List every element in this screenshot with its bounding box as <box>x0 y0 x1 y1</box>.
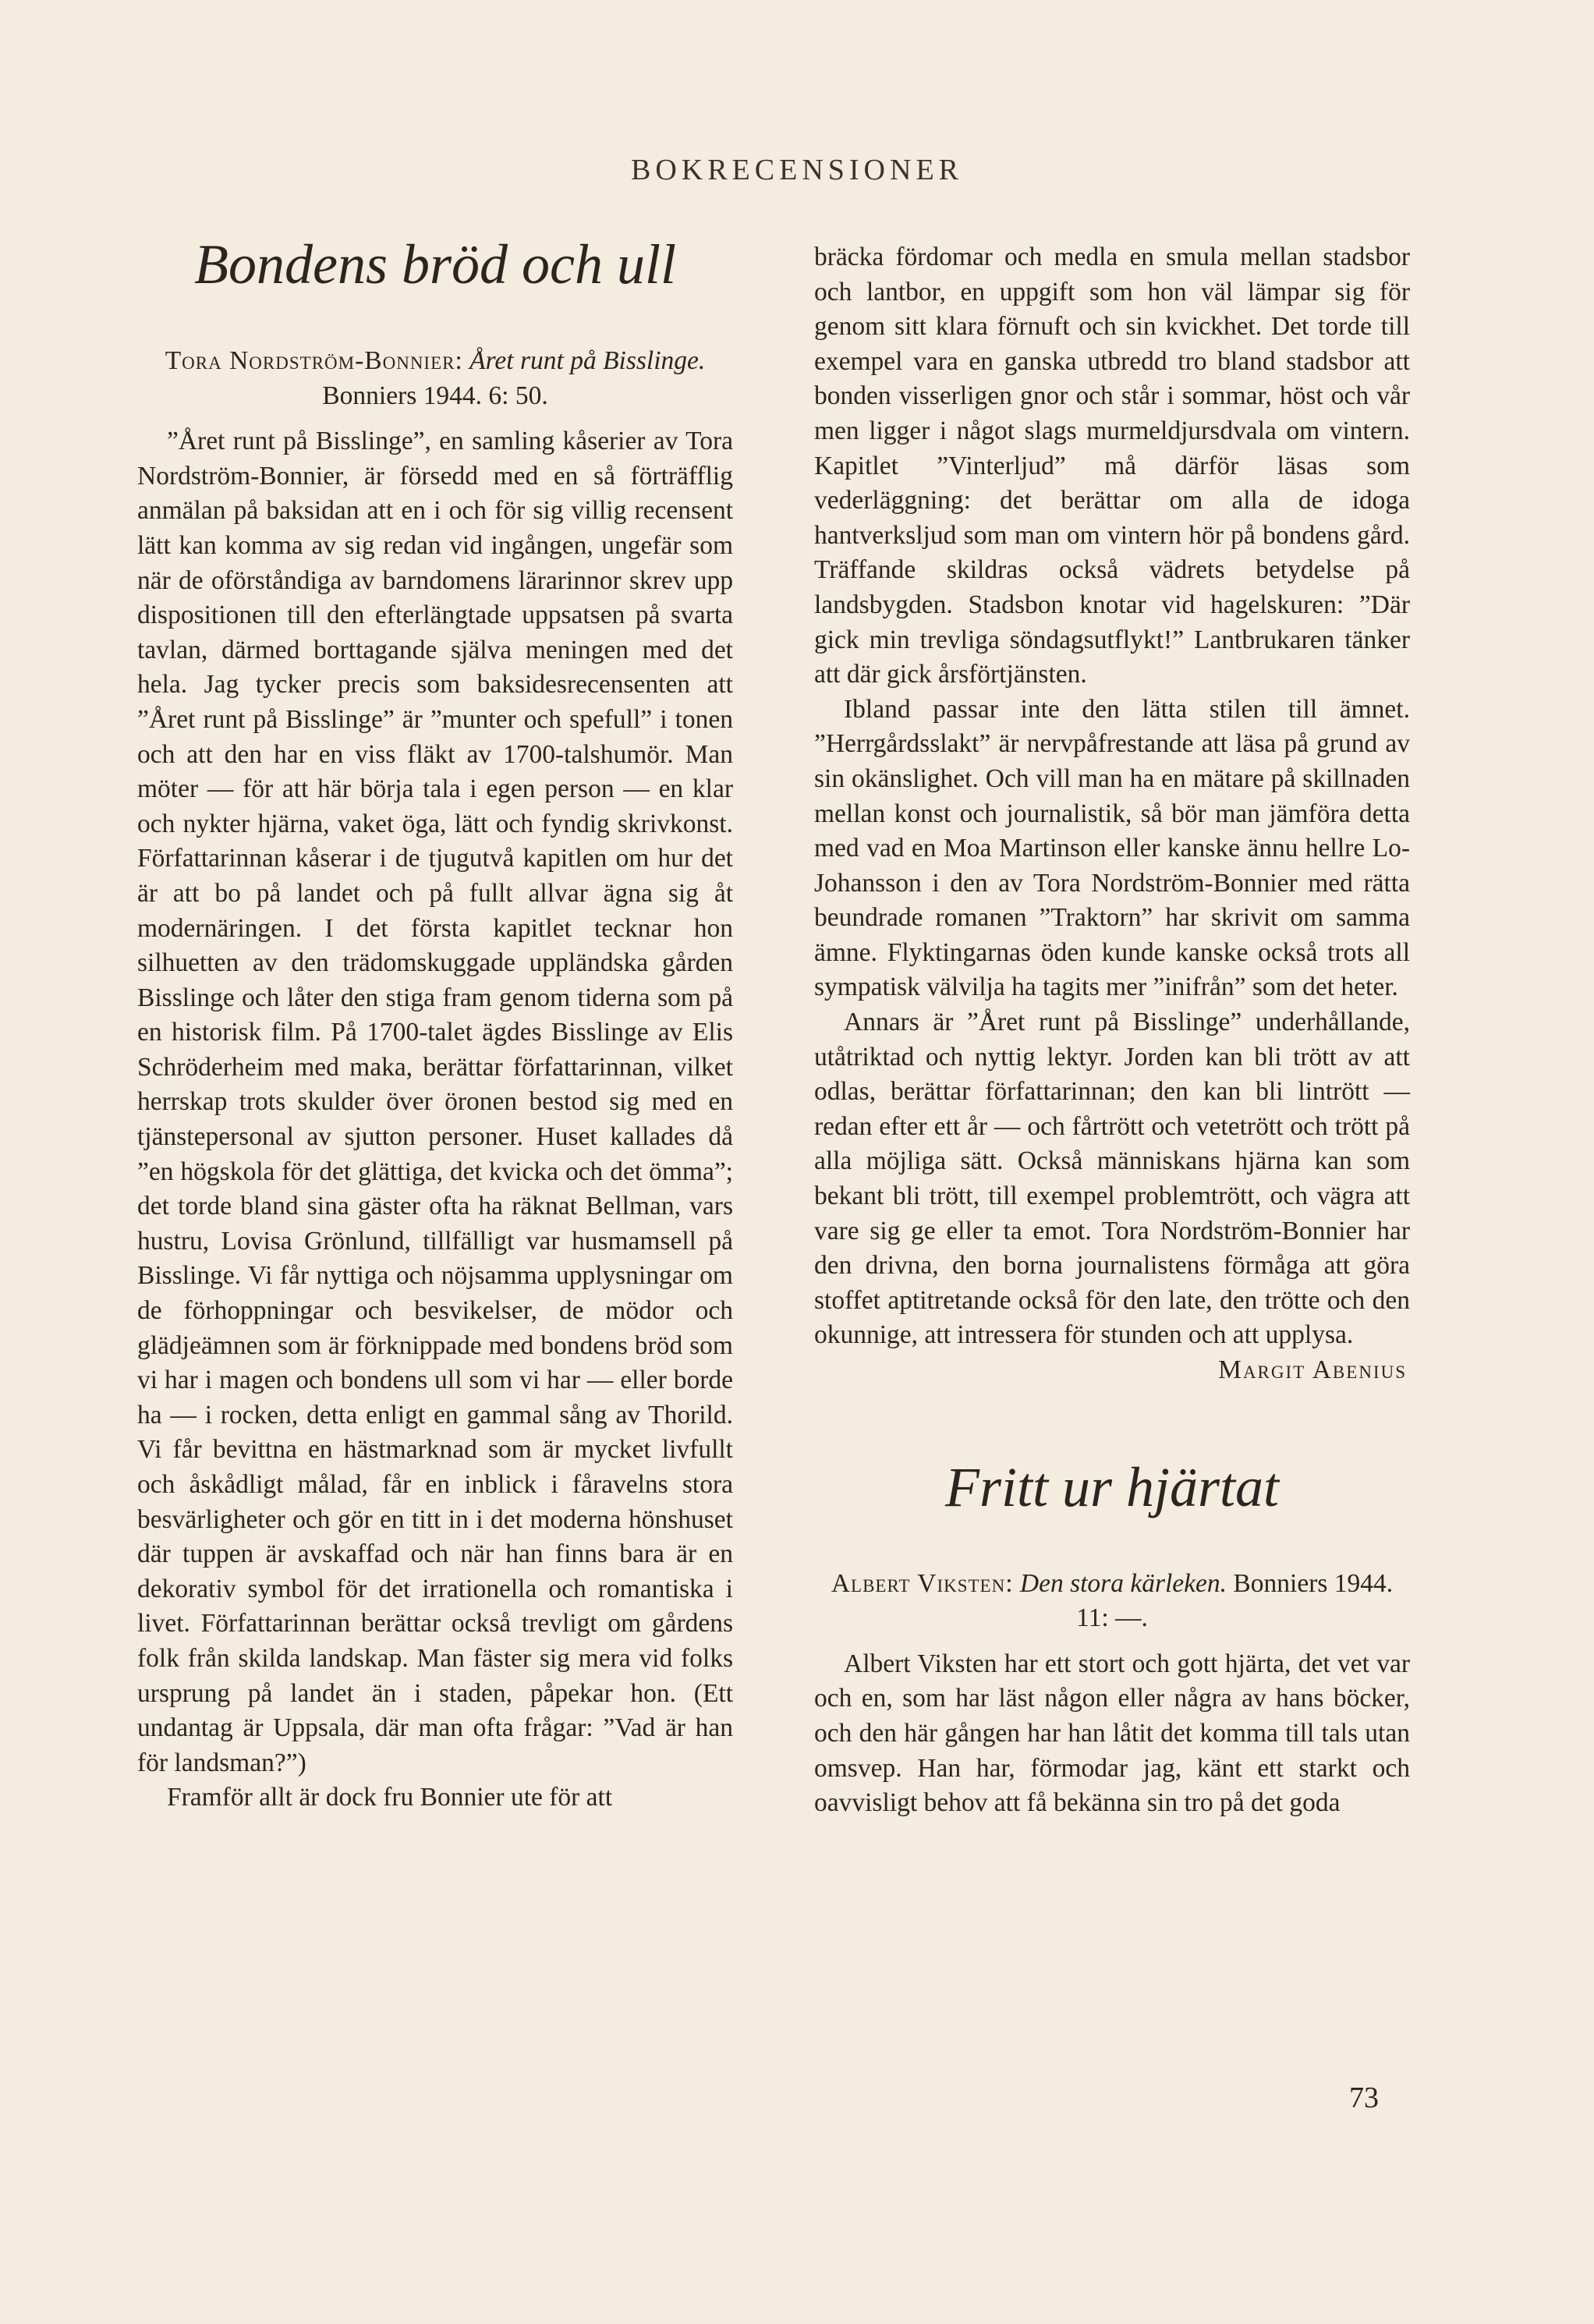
book-title: Den stora kärleken. <box>1019 1568 1227 1598</box>
review-body <box>814 1647 1410 1821</box>
review-byline <box>814 1567 1410 1636</box>
review-title: Fritt ur hjärtat <box>944 1455 1280 1518</box>
book-author: Tora Nordström-Bonnier: <box>165 346 463 376</box>
paragraph-continued: bräcka fördomar och medla en smula mellan stadsbor och lantbor, en uppgift som hon väl lämpar sig för genom sitt klara förnuft och sin kvickhet. Det torde till exempel vara en ganska utbredd tro bland stadsbor att bonden visserligen gnor och står i sommar, höst och vår men ligger i något slags murmeldjursdvala om vintern. Kapitlet ”Vinterljud” må därför läsas som vederläggning: det berättar om alla de idoga hantverksljud som man om vintern hör på bondens gård. Träffande skildras också vädrets betydelse på landsbygden. Stadsbon knotar vid hagelskuren: ”Där gick min trevliga söndagsutflykt!” Lantbrukaren tänker att där gick årsförtjänsten. <box>814 243 1410 689</box>
paragraph: Albert Viksten har ett stort och gott hjärta, det vet var och en, som har läst någon eller några av hans böcker, och den här gången har han låtit det komma till tals utan omsvep. Han har, förmodar jag, känt ett starkt och oavvisligt behov att få bekänna sin tro på det goda <box>814 1649 1410 1818</box>
review-body-continued <box>814 240 1410 1353</box>
running-header: BOKRECENSIONER <box>630 154 964 186</box>
book-publisher: Bonniers 1944. 6: 50. <box>322 381 548 410</box>
paragraph: Ibland passar inte den lätta stilen till ämnet. ”Herrgårdsslakt” är nervpåfrestande att läsa på grund av sin okänslighet. Och vill man ha en mätare på skillnaden mellan konst och journalistik, så bör man jämföra detta med vad en Moa Martinson eller kanske ännu hellre Lo-Johansson i den av Tora Nordström-Bonnier med rätta beundrade romanen ”Traktorn” har skrivit om samma ämne. Flyktingarnas öden kunde kanske också trots all sympatisk välvilja ha tagits mer ”inifrån” som det heter. <box>814 694 1410 1002</box>
left-column <box>137 234 733 1816</box>
book-publisher: Bonniers 1944. 11: —. <box>1076 1568 1394 1633</box>
paragraph: ”Året runt på Bisslinge”, en samling kåserier av Tora Nordström-Bonnier, är försedd med en så förträfflig anmälan på baksidan att en i och för sig villig recensent lätt kan komma av sig redan vid ingången, ungefär som när de oförståndiga av barndomens lärarinnor skrev upp dispositionen till den efterlängtade uppsatsen på svarta tavlan, därmed borttagande själva meningen med det hela. Jag tycker precis som baksidesrecensenten att ”Året runt på Bisslinge” är ”munter och spefull” i tonen och att den har en viss fläkt av 1700-talshumör. Man möter — för att här börja tala i egen person — en klar och nykter hjärna, vaket öga, lätt och fyndig skrivkonst. Författarinnan kåserar i de tjugutvå kapitlen om hur det är att bo på landet och på fullt allvar ägna sig åt modernäringen. I det första kapitlet tecknar hon silhuetten av den trädomskuggade uppländska gården Bisslinge och låter den stiga fram genom tiderna som på en historisk film. På 1700-talet ägdes Bisslinge av Elis Schröderheim med maka, berättar författarinnan, vilket herrskap trots skulder över öronen bestod sig med en tjänstepersonal av sjutton personer. Huset kallades då ”en högskola för det glättiga, det kvicka och det ömma”; det torde bland sina gäster ofta ha räknat Bellman, vars hustru, Lovisa Grönlund, tillfälligt var husmamsell på Bisslinge. Vi får nyttiga och nöjsamma upplysningar om de förhoppningar och besvikelser, de mödor och glädjeämnen som är förknippade med bondens bröd som vi har i magen och bondens ull som vi har — eller borde ha — i rocken, detta enligt en gammal sång av Thorild. Vi får bevittna en hästmarknad som är mycket livfullt och åskådligt målad, får en inblick i fåravelns stora besvärligheter och gör en titt in i det moderna hönshuset där tuppen är avskaffad och när han finns bara är en dekorativ symbol för det irrationella och romantiska i livet. Författarinnan berättar också trevligt om gårdens folk från skilda landskap. Man fäster sig mera vid folks ursprung på landet än i staden, påpekar hon. (Ett undantag är Uppsala, där man ofta frågar: ”Vad är han för landsman?”) <box>137 427 733 1777</box>
right-column <box>814 240 1410 1821</box>
book-title: Året runt på Bisslinge. <box>469 346 706 376</box>
review-2 <box>814 1457 1410 1821</box>
page-number: 73 <box>1349 2081 1379 2114</box>
paragraph: Annars är ”Året runt på Bisslinge” underhållande, utåtriktad och nyttig lektyr. Jorden kan bli trött av att odlas, berättar författarinnan; den kan bli lintrött — redan efter ett år — och fårtrött och vetetrött och trött på alla möjliga sätt. Också människans hjärna kan som bekant bli trött, till exempel problemtrött, och vägra att vare sig ge eller ta emot. Tora Nordström-Bonnier har den drivna, den borna journalistens förmåga att göra stoffet aptitretande också för den late, den trötte och den okunnige, att intressera för stunden och att upplysa. <box>814 1008 1410 1350</box>
paragraph: Framför allt är dock fru Bonnier ute för att <box>167 1783 613 1812</box>
review-body <box>137 424 733 1816</box>
review-title: Bondens bröd och ull <box>194 233 676 296</box>
reviewer-signature: Margit Abenius <box>1218 1355 1407 1384</box>
book-author: Albert Viksten: <box>831 1568 1014 1598</box>
review-byline <box>137 344 733 413</box>
